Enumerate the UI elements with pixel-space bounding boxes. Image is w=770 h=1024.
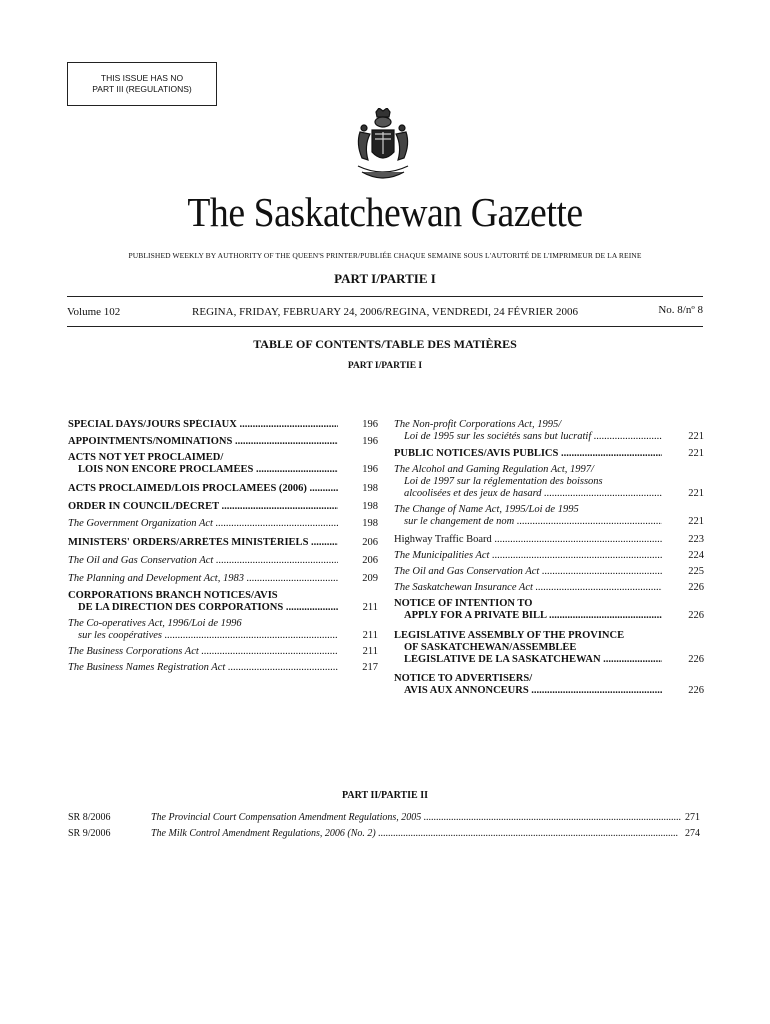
right-entry: [404, 516, 704, 528]
left-entry-text: The Co-operatives Act, 1996/Loi de 1996: [68, 618, 242, 629]
right-entry: [394, 598, 662, 610]
toc-subheading: PART I/PARTIE I: [347, 361, 423, 371]
left-entry: [78, 630, 378, 642]
right-entry: [404, 685, 704, 697]
left-entry-page: 209: [362, 573, 378, 584]
left-entry-text: ACTS NOT YET PROCLAIMED/: [68, 452, 224, 463]
left-entry-text: SPECIAL DAYS/JOURS SPÉCIAUX .....: [68, 419, 338, 431]
right-entry-page: 221: [688, 488, 704, 499]
left-entry-page: 196: [362, 419, 378, 430]
right-entry-page: 226: [688, 582, 704, 593]
right-entry-page: 221: [688, 448, 704, 459]
coat-of-arms-icon: [352, 108, 414, 186]
volume-label: Volume 102: [67, 306, 121, 318]
left-entry-text: DE LA DIRECTION DES CORPORATIONS .....: [78, 602, 338, 614]
right-entry: [394, 566, 704, 578]
left-entry-text: The Government Organization Act .....: [68, 518, 338, 530]
left-entry: [68, 537, 378, 549]
right-entry-text: alcoolisées et des jeux de hasard .....: [404, 488, 662, 500]
left-entry: [78, 464, 378, 476]
left-entry-text: sur les coopératives .....: [78, 630, 338, 642]
left-entry-text: The Business Corporations Act .....: [68, 646, 338, 658]
left-entry-page: 198: [362, 518, 378, 529]
left-entry-text: ORDER IN COUNCIL/DÉCRET .....: [68, 501, 338, 513]
issue-date: REGINA, FRIDAY, FEBRUARY 24, 2006/REGINA, VENDREDI, 24 FÉVRIER 2006: [192, 306, 578, 318]
left-entry-text: LOIS NON ENCORE PROCLAMÉES .....: [78, 464, 338, 476]
left-entry: [78, 602, 378, 614]
right-entry-page: 226: [688, 610, 704, 621]
right-entry-text: The Saskatchewan Insurance Act .....: [394, 582, 662, 594]
left-entry-page: 198: [362, 483, 378, 494]
right-entry: [394, 448, 704, 460]
notice-line-2: PART III (REGULATIONS): [92, 84, 192, 94]
left-entry: [68, 573, 378, 585]
right-entry-page: 221: [688, 516, 704, 527]
gazette-title: The Saskatchewan Gazette: [187, 189, 583, 235]
right-entry: [404, 654, 704, 666]
right-entry-text: NOTICE OF INTENTION TO: [394, 598, 533, 609]
right-entry-text: The Alcohol and Gaming Regulation Act, 1997/: [394, 464, 594, 475]
left-entry-page: 211: [362, 602, 378, 613]
right-entry-page: 225: [688, 566, 704, 577]
toc-heading: TABLE OF CONTENTS/TABLE DES MATIÈRES: [253, 337, 517, 351]
regulation-page: 271: [685, 812, 700, 823]
right-entry: [404, 642, 662, 654]
left-entry-page: 196: [362, 464, 378, 475]
part-ii-heading: PART II/PARTIE II: [342, 790, 428, 801]
left-entry: [68, 518, 378, 530]
left-entry: [68, 419, 378, 431]
left-entry-text: MINISTERS' ORDERS/ARRÊTÉS MINISTÉRIELS .....: [68, 537, 338, 549]
issue-number: No. 8/nº 8: [658, 304, 703, 316]
right-entry: [404, 431, 704, 443]
right-entry-text: Highway Traffic Board .....: [394, 534, 662, 546]
regulation-title: The Provincial Court Compensation Amendment Regulations, 2005 .....: [151, 812, 681, 823]
left-entry-text: The Oil and Gas Conservation Act .....: [68, 555, 338, 567]
left-entry-text: ACTS PROCLAIMED/LOIS PROCLAMÉES (2006) .....: [68, 483, 338, 495]
left-entry: [68, 483, 378, 495]
right-entry: [394, 630, 662, 642]
top-rule: [67, 296, 703, 297]
left-entry: [68, 646, 378, 658]
right-entry-text: LÉGISLATIVE DE LA SASKATCHEWAN .....: [404, 654, 662, 666]
right-entry-text: PUBLIC NOTICES/AVIS PUBLICS .....: [394, 448, 662, 460]
right-entry-page: 224: [688, 550, 704, 561]
left-entry-text: The Planning and Development Act, 1983 .....: [68, 573, 338, 585]
left-entry-page: 211: [362, 630, 378, 641]
right-entry-text: NOTICE TO ADVERTISERS/: [394, 673, 533, 684]
regulation-title: The Milk Control Amendment Regulations, 2006 (No. 2) .....: [151, 828, 681, 839]
right-entry-text: sur le changement de nom .....: [404, 516, 662, 528]
regulation-code: SR 9/2006: [68, 828, 111, 839]
right-entry-text: The Non-profit Corporations Act, 1995/: [394, 419, 562, 430]
right-entry: [404, 610, 704, 622]
right-entry-page: 226: [688, 685, 704, 696]
right-entry-text: AVIS AUX ANNONCEURS .....: [404, 685, 662, 697]
no-part-iii-notice: [67, 62, 217, 106]
right-entry: [394, 582, 704, 594]
right-entry: [394, 534, 704, 546]
left-entry-text: CORPORATIONS BRANCH NOTICES/AVIS: [68, 590, 278, 601]
right-entry-text: The Change of Name Act, 1995/Loi de 1995: [394, 504, 579, 515]
right-entry-text: Loi de 1995 sur les sociétés sans but lucratif .....: [404, 431, 662, 443]
right-entry-text: LEGISLATIVE ASSEMBLY OF THE PROVINCE: [394, 630, 625, 641]
part-heading: PART I/PARTIE I: [334, 271, 436, 286]
right-entry: [394, 673, 662, 685]
publication-statement: PUBLISHED WEEKLY BY AUTHORITY OF THE QUEEN'S PRINTER/PUBLIÉE CHAQUE SEMAINE SOUS L'AUTORITÉ DE L'IMPRIMEUR DE LA REINE: [128, 251, 642, 260]
right-entry-text: APPLY FOR A PRIVATE BILL .....: [404, 610, 662, 622]
left-entry-text: APPOINTMENTS/NOMINATIONS .....: [68, 436, 338, 448]
left-entry-page: 206: [362, 555, 378, 566]
left-entry: [68, 436, 378, 448]
left-entry-page: 198: [362, 501, 378, 512]
left-entry-page: 196: [362, 436, 378, 447]
left-entry-page: 206: [362, 537, 378, 548]
left-entry: [68, 662, 378, 674]
left-entry: [68, 501, 378, 513]
left-entry: [68, 618, 338, 630]
right-entry-text: The Municipalities Act .....: [394, 550, 662, 562]
regulation-page: 274: [685, 828, 700, 839]
left-entry: [68, 452, 338, 464]
left-entry: [68, 590, 338, 602]
right-entry-page: 226: [688, 654, 704, 665]
right-entry-text: Loi de 1997 sur la réglementation des boissons: [404, 476, 603, 487]
right-entry-text: OF SASKATCHEWAN/ASSEMBLÉE: [404, 642, 577, 653]
left-entry-page: 211: [362, 646, 378, 657]
right-entry: [394, 504, 662, 516]
right-entry-text: The Oil and Gas Conservation Act .....: [394, 566, 662, 578]
right-entry: [394, 419, 662, 431]
regulation-code: SR 8/2006: [68, 812, 111, 823]
right-entry: [404, 476, 662, 488]
notice-line-1: THIS ISSUE HAS NO: [100, 73, 184, 83]
left-entry-page: 217: [362, 662, 378, 673]
right-entry: [394, 464, 662, 476]
left-entry-text: The Business Names Registration Act .....: [68, 662, 338, 674]
right-entry: [404, 488, 704, 500]
bottom-rule: [67, 326, 703, 327]
right-entry: [394, 550, 704, 562]
right-entry-page: 221: [688, 431, 704, 442]
right-entry-page: 223: [688, 534, 704, 545]
left-entry: [68, 555, 378, 567]
